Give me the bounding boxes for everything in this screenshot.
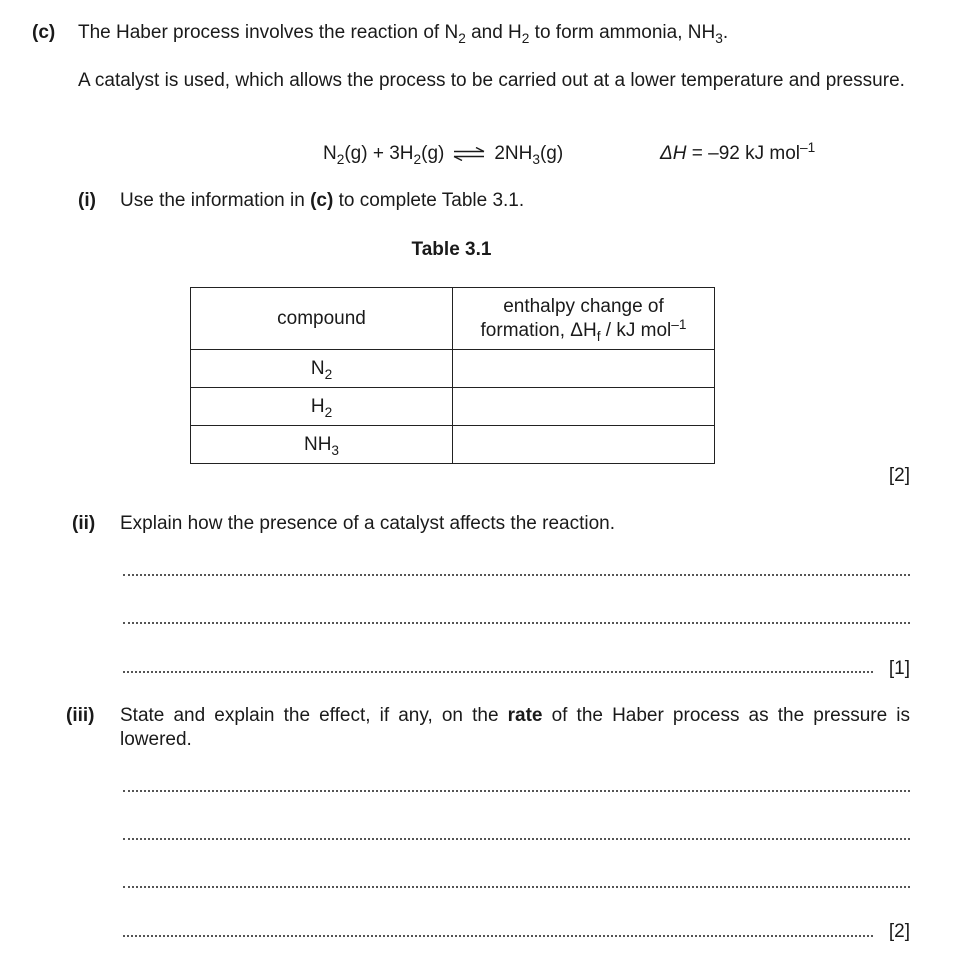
table-row: [191, 388, 715, 426]
part-ii-marks: [1]: [888, 658, 910, 679]
table-header-row: [191, 288, 715, 350]
answer-line[interactable]: [123, 622, 910, 624]
part-i-label: (i): [78, 190, 96, 211]
answer-line[interactable]: [123, 886, 910, 888]
enthalpy-answer-cell[interactable]: [453, 426, 715, 464]
table-marks: [2]: [888, 465, 910, 486]
answer-line[interactable]: [123, 671, 873, 673]
answer-line[interactable]: [123, 935, 873, 937]
enthalpy-change: ΔH = –92 kJ mol$^{-1}$: [660, 140, 816, 164]
part-i-instruction: Use the information in (c) to complete Table 3.1.: [120, 190, 525, 211]
part-iii-marks: [2]: [888, 921, 910, 942]
compound-header: compound: [191, 288, 453, 350]
table-caption: Table 3.1: [411, 239, 492, 260]
table-row: [191, 350, 715, 388]
answer-line[interactable]: [123, 838, 910, 840]
catalyst-paragraph: A catalyst is used, which allows the process to be carried out at a lower temperature and pressure.: [78, 70, 905, 91]
table-3-1: [190, 287, 715, 464]
haber-equation: $N_2(g) + 3H_2(g)$ $2NH_3(g)$: [323, 143, 564, 167]
equilibrium-arrow-icon: [452, 147, 486, 161]
enthalpy-answer-cell[interactable]: [453, 350, 715, 388]
enthalpy-header: enthalpy change of formation, $\Delta H_f$ / kJ mol$^{-1}$: [453, 288, 715, 350]
compound-cell: $NH_3$: [191, 426, 453, 464]
answer-line[interactable]: [123, 790, 910, 792]
compound-cell: $H_2$: [191, 388, 453, 426]
answer-line[interactable]: [123, 574, 910, 576]
enthalpy-answer-cell[interactable]: [453, 388, 715, 426]
part-ii-label: (ii): [72, 513, 96, 534]
part-c-intro: The Haber process involves the reaction of $N_2$ and $H_2$ to form ammonia, $NH_3$.: [78, 22, 729, 46]
part-c-label: (c): [32, 22, 56, 43]
part-ii-question: Explain how the presence of a catalyst affects the reaction.: [120, 513, 615, 534]
compound-cell: $N_2$: [191, 350, 453, 388]
part-iii-label: (iii): [66, 705, 95, 726]
part-iii-question: State and explain the effect, if any, on the rate of the Haber process as the pressure is lowered.: [120, 705, 911, 750]
table-row: [191, 426, 715, 464]
